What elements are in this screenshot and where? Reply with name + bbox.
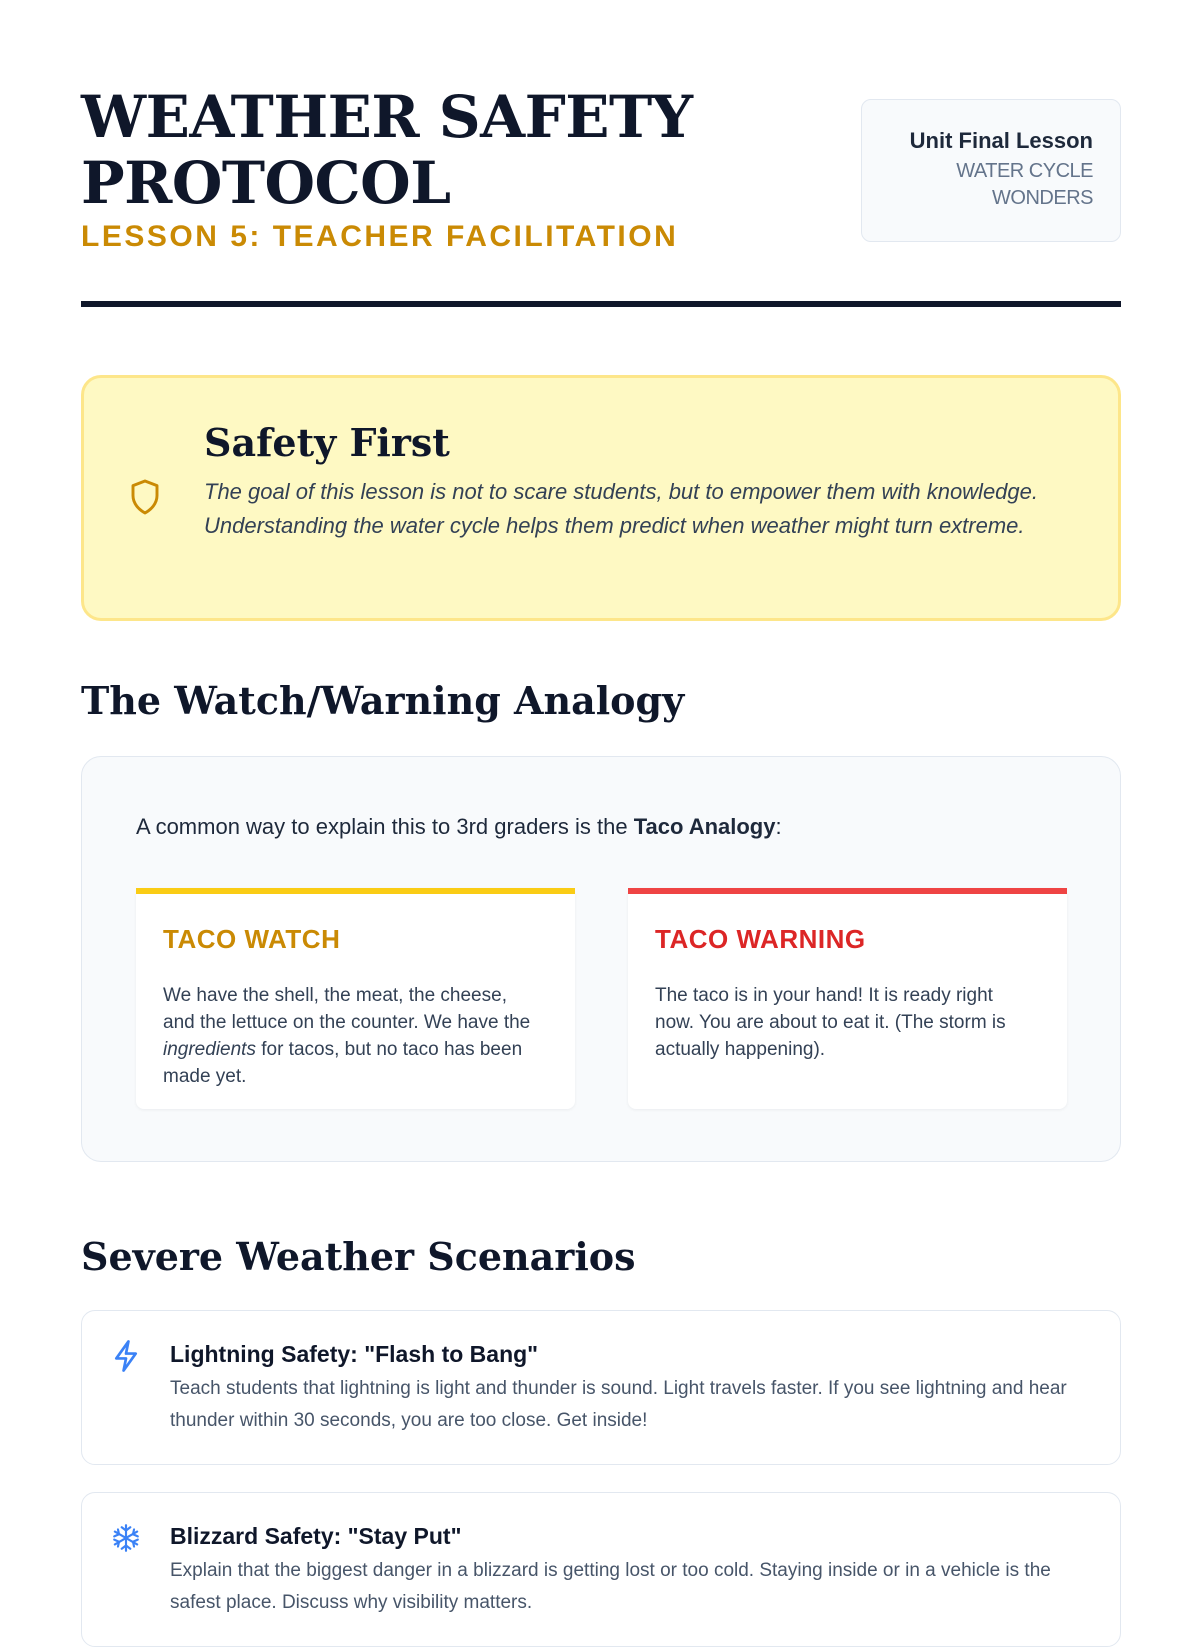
taco-watch-body-before: We have the shell, the meat, the cheese, and the lettuce on the counter. We have the — [163, 985, 531, 1033]
analogy-intro — [136, 814, 782, 840]
lightning-icon — [111, 1339, 141, 1373]
safety-body: The goal of this lesson is not to scare students, but to empower them with knowledge. Understanding the water cycle helps them predict when weather might turn extreme. — [204, 479, 1039, 538]
scenario-card-lightning — [81, 1310, 1121, 1465]
analogy-intro-bold: Taco Analogy — [633, 814, 776, 839]
page-subtitle: LESSON 5: TEACHER FACILITATION — [81, 220, 679, 253]
taco-watch-body — [163, 982, 543, 1090]
taco-warning-card — [628, 888, 1067, 1109]
scenario-card-blizzard — [81, 1492, 1121, 1647]
snowflake-icon — [111, 1521, 141, 1555]
scenario-body: Teach students that lightning is light and thunder is sound. Light travels faster. If you see lightning and hear thunder within 30 seconds, you are too close. Get inside! — [170, 1378, 1067, 1431]
unit-badge — [861, 99, 1121, 242]
scenario-title: Blizzard Safety: "Stay Put" — [170, 1523, 462, 1549]
analogy-intro-suffix: : — [775, 814, 782, 839]
unit-name — [862, 158, 1093, 212]
taco-warning-body: The taco is in your hand! It is ready right now. You are about to eat it. (The storm is actually happening). — [655, 985, 1006, 1060]
taco-watch-card — [136, 888, 575, 1109]
unit-name-line1: WATER CYCLE — [956, 160, 1093, 182]
analogy-intro-prefix: A common way to explain this to 3rd graders is the — [136, 814, 634, 839]
taco-watch-body-after: for tacos, but no taco has been made yet. — [163, 1039, 523, 1087]
shield-icon — [129, 478, 161, 516]
scenario-body: Explain that the biggest danger in a blizzard is getting lost or too cold. Staying inside or in a vehicle is the safest place. Discuss why visibility matters. — [170, 1560, 1051, 1613]
taco-warning-title: TACO WARNING — [655, 924, 866, 954]
header-divider — [81, 301, 1121, 307]
scenarios-heading: Severe Weather Scenarios — [81, 1234, 636, 1279]
taco-watch-title: TACO WATCH — [163, 924, 341, 954]
safety-callout — [81, 375, 1121, 621]
analogy-panel — [81, 756, 1121, 1162]
page-title: WEATHER SAFETY PROTOCOL — [81, 83, 693, 217]
scenario-title: Lightning Safety: "Flash to Bang" — [170, 1341, 539, 1367]
safety-heading: Safety First — [204, 420, 450, 465]
analogy-heading: The Watch/Warning Analogy — [81, 678, 685, 723]
unit-label: Unit Final Lesson — [909, 128, 1093, 153]
taco-watch-body-italic: ingredients — [163, 1039, 256, 1060]
unit-name-line2: WONDERS — [992, 187, 1093, 209]
